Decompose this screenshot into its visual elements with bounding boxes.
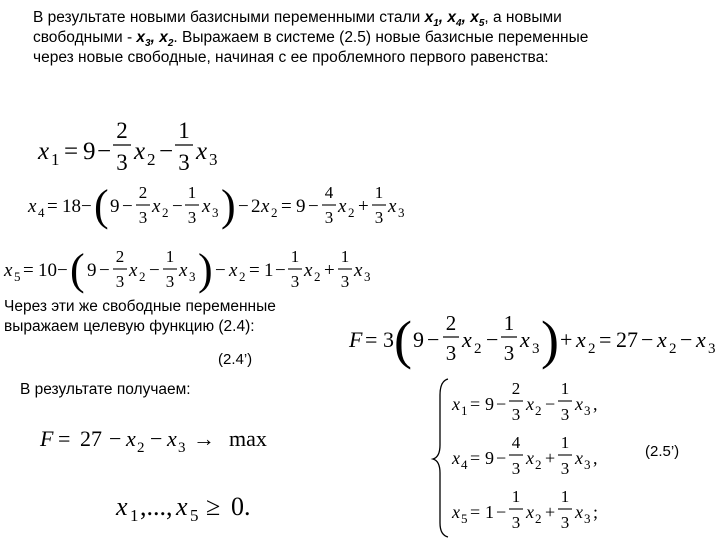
svg-text:−: − [150,426,163,451]
svg-text:−: − [486,327,499,352]
svg-text:x: x [229,260,238,281]
svg-text:9: 9 [485,448,494,468]
equation-label-2-5: (2.5’) [645,443,680,460]
svg-text:x: x [526,394,534,414]
svg-text:x: x [167,426,177,451]
svg-text:2: 2 [239,269,246,284]
svg-text:x: x [126,426,136,451]
svg-text:3: 3 [324,208,334,227]
svg-text:5: 5 [190,506,199,525]
svg-text:x: x [526,448,534,468]
svg-text:=: = [470,394,481,414]
svg-text:=: = [58,426,71,451]
svg-text:x: x [129,260,138,281]
svg-text:4: 4 [324,183,334,202]
svg-text:3: 3 [212,205,219,220]
svg-text:3: 3 [115,272,125,291]
svg-text:−: − [57,260,68,281]
svg-text:9: 9 [296,196,306,217]
svg-text:max: max [229,426,267,451]
svg-text:+: + [545,448,556,468]
svg-text:−: − [97,138,112,165]
svg-text:=: = [23,260,34,281]
equation-x5 [0,243,400,303]
result-caption: В результате получаем: [20,381,191,398]
svg-text:,: , [593,448,598,468]
svg-text:3: 3 [165,272,175,291]
svg-text:x: x [462,327,472,352]
svg-text:,: , [593,394,598,414]
svg-text:1: 1 [264,260,274,281]
svg-text:2: 2 [535,403,542,418]
svg-text:=: = [64,138,79,165]
svg-text:3: 3 [511,405,521,424]
svg-text:3: 3 [189,269,196,284]
svg-text:,...,: ,..., [140,492,173,521]
svg-text:x: x [696,327,706,352]
svg-text:2: 2 [137,440,145,456]
svg-text:+: + [545,502,556,522]
svg-text:(: ( [70,245,85,294]
through-line-1: Через эти же свободные переменные [4,298,276,315]
svg-text:2: 2 [115,247,125,266]
svg-text:): ) [221,181,236,230]
svg-text:): ) [198,245,213,294]
svg-text:x: x [575,448,583,468]
svg-text:1: 1 [461,403,468,418]
svg-text:=: = [47,196,58,217]
svg-text:2: 2 [139,269,146,284]
svg-text:1: 1 [374,183,384,202]
svg-text:x: x [575,394,583,414]
svg-text:3: 3 [178,150,190,175]
svg-text:1: 1 [178,118,190,143]
svg-text:2: 2 [535,457,542,472]
svg-text:F: F [40,426,54,451]
equation-objective-max [30,420,290,460]
svg-text:2: 2 [271,205,278,220]
svg-text:;: ; [593,502,599,522]
svg-text:3: 3 [511,459,521,478]
svg-text:27: 27 [80,426,102,451]
svg-text:10: 10 [38,260,57,281]
svg-text:9: 9 [485,394,494,414]
svg-text:3: 3 [340,272,350,291]
svg-text:2: 2 [162,205,169,220]
svg-text:1: 1 [51,150,60,169]
svg-text:x: x [116,492,128,521]
svg-text:4: 4 [461,457,468,472]
svg-text:(: ( [94,181,109,230]
intro-line-3: через новые свободные, начиная с ее проблемного первого равенства: [33,49,549,66]
svg-text:x: x [452,448,460,468]
svg-text:1: 1 [290,247,300,266]
svg-text:x: x [520,327,530,352]
svg-text:2: 2 [251,196,261,217]
svg-text:−: − [215,260,226,281]
system-row-x1 [451,379,598,424]
svg-text:3: 3 [364,269,371,284]
svg-text:5: 5 [14,269,21,284]
svg-text:+: + [358,196,369,217]
svg-text:≥: ≥ [206,492,221,521]
svg-text:1: 1 [485,502,494,522]
svg-text:−: − [427,327,440,352]
svg-text:9: 9 [87,260,97,281]
svg-text:1: 1 [187,183,197,202]
svg-text:x: x [179,260,188,281]
svg-text:3: 3 [503,341,515,365]
system-row-x5 [451,487,598,532]
svg-text:=: = [599,327,612,352]
svg-text:−: − [496,394,507,414]
svg-text:−: − [149,260,160,281]
svg-text:−: − [109,426,122,451]
svg-text:2: 2 [445,311,457,335]
equation-label-2-4: (2.4’) [218,351,253,368]
equation-f-substitution [345,305,720,375]
svg-text:x: x [657,327,667,352]
svg-text:9: 9 [413,327,424,352]
through-line-2: выражаем целевую функцию (2.4): [4,318,255,335]
svg-text:x: x [575,502,583,522]
svg-text:x: x [202,196,211,217]
svg-text:x: x [576,327,586,352]
svg-text:3: 3 [383,327,394,352]
svg-text:0.: 0. [231,492,251,521]
svg-text:−: − [159,138,174,165]
svg-text:x: x [338,196,347,217]
svg-text:3: 3 [116,150,128,175]
svg-text:x: x [304,260,313,281]
svg-text:3: 3 [584,457,591,472]
svg-text:1: 1 [130,506,139,525]
svg-text:1: 1 [511,487,521,506]
svg-text:x: x [176,492,188,521]
svg-text:F: F [349,327,363,352]
svg-text:x: x [38,138,50,165]
svg-text:3: 3 [398,205,405,220]
svg-text:5: 5 [461,511,468,526]
equation-nonnegativity [110,485,280,530]
svg-text:=: = [281,196,292,217]
svg-text:x: x [152,196,161,217]
svg-text:2: 2 [511,379,521,398]
svg-text:2: 2 [474,341,482,357]
svg-text:=: = [365,327,378,352]
svg-text:−: − [275,260,286,281]
svg-text:1: 1 [560,487,570,506]
svg-text:−: − [172,196,183,217]
svg-text:18: 18 [62,196,81,217]
svg-text:3: 3 [138,208,148,227]
equation-x4 [0,180,420,240]
intro-line-2: свободными - $x_3$, $x_2$. Выражаем в системе (2.5) новые базисные переменные [33,29,589,50]
svg-text:−: − [99,260,110,281]
svg-text:3: 3 [445,341,457,365]
svg-text:3: 3 [290,272,300,291]
svg-text:2: 2 [535,511,542,526]
system-2-5-prime [430,375,630,540]
svg-text:x: x [134,138,146,165]
svg-text:9: 9 [110,196,120,217]
svg-text:27: 27 [616,327,638,352]
svg-text:2: 2 [116,118,128,143]
svg-text:3: 3 [532,341,540,357]
svg-text:1: 1 [340,247,350,266]
svg-text:x: x [354,260,363,281]
svg-text:3: 3 [374,208,384,227]
svg-text:3: 3 [708,341,716,357]
svg-text:x: x [261,196,270,217]
svg-text:2: 2 [669,341,677,357]
svg-text:x: x [196,138,208,165]
svg-text:(: ( [394,310,412,370]
svg-text:4: 4 [511,433,521,452]
svg-text:2: 2 [314,269,321,284]
svg-text:1: 1 [503,311,515,335]
svg-text:3: 3 [187,208,197,227]
svg-text:−: − [496,448,507,468]
svg-text:2: 2 [588,341,596,357]
svg-text:3: 3 [209,150,218,169]
svg-text:x: x [452,502,460,522]
svg-text:x: x [452,394,460,414]
svg-text:−: − [308,196,319,217]
svg-text:3: 3 [584,403,591,418]
svg-text:1: 1 [165,247,175,266]
intro-line-1: В результате новыми базисными переменными стали $x_1$, $x_4$, $x_5$, а новыми [33,9,562,30]
svg-text:1: 1 [560,379,570,398]
system-brace [433,379,448,537]
svg-text:−: − [641,327,654,352]
svg-text:2: 2 [147,150,156,169]
svg-text:=: = [470,502,481,522]
svg-text:=: = [470,448,481,468]
svg-text:x: x [28,196,37,217]
svg-text:1: 1 [560,433,570,452]
svg-text:): ) [541,310,559,370]
svg-text:2: 2 [138,183,148,202]
svg-text:3: 3 [560,513,570,532]
svg-text:+: + [324,260,335,281]
svg-text:x: x [4,260,13,281]
svg-text:3: 3 [560,459,570,478]
svg-text:−: − [545,394,556,414]
svg-text:x: x [526,502,534,522]
svg-text:→: → [193,426,215,451]
svg-text:+: + [560,327,573,352]
svg-text:−: − [680,327,693,352]
svg-text:−: − [238,196,249,217]
equation-x1 [0,115,260,175]
svg-text:3: 3 [178,440,186,456]
svg-text:=: = [249,260,260,281]
svg-text:3: 3 [511,513,521,532]
svg-text:2: 2 [348,205,355,220]
svg-text:−: − [122,196,133,217]
svg-text:−: − [496,502,507,522]
svg-text:3: 3 [584,511,591,526]
svg-text:4: 4 [38,205,45,220]
svg-text:x: x [388,196,397,217]
system-row-x4 [451,433,598,478]
svg-text:9: 9 [83,138,96,165]
svg-text:3: 3 [560,405,570,424]
svg-text:−: − [81,196,92,217]
